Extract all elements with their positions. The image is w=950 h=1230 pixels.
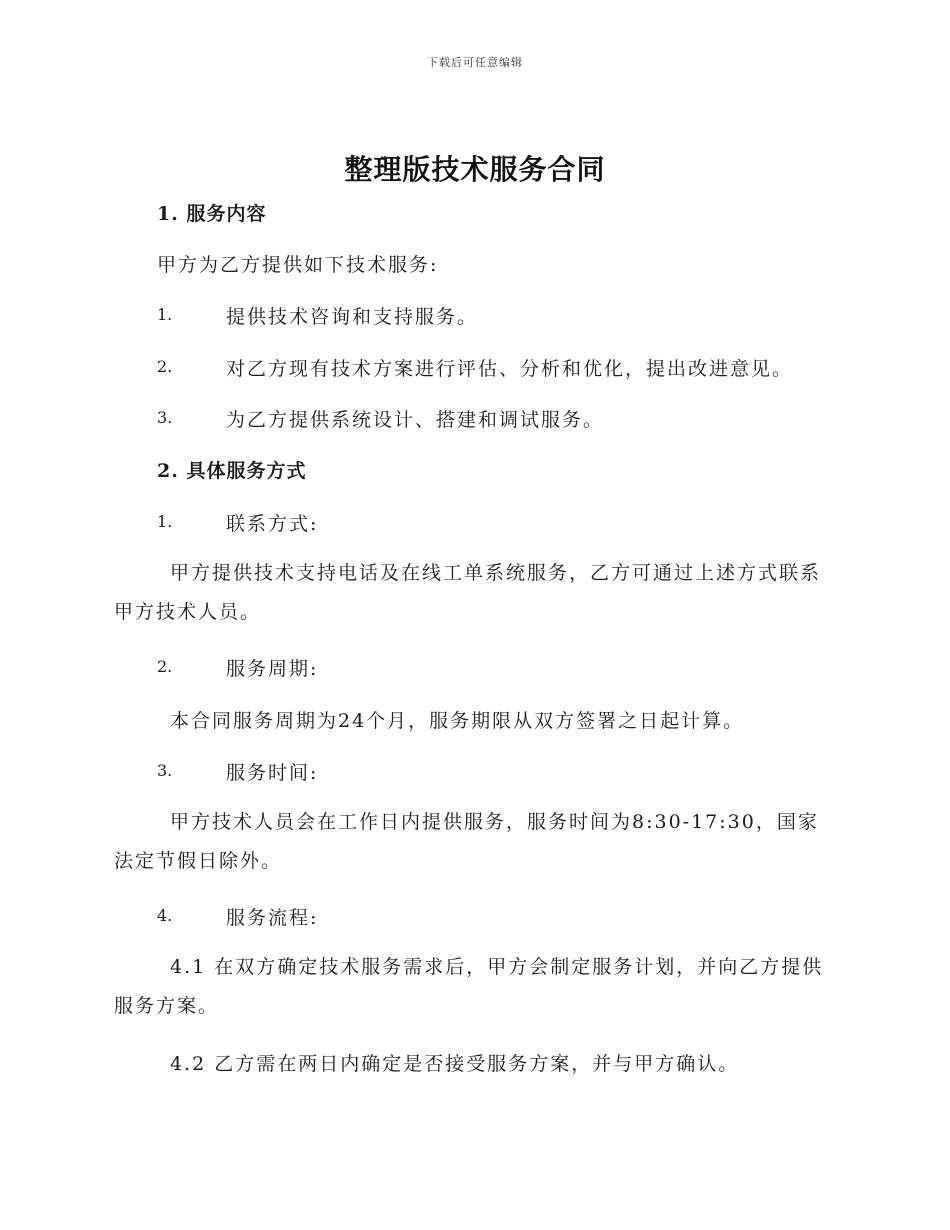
list-item-label: 服务周期: — [226, 658, 319, 680]
section-1-intro: 甲方为乙方提供如下技术服务: — [157, 254, 439, 276]
list-item-label: 服务时间: — [226, 762, 319, 784]
list-item-text: 为乙方提供系统设计、搭建和调试服务。 — [226, 409, 605, 431]
paragraph-contact: 甲方提供技术支持电话及在线工单系统服务，乙方可通过上述方式联系甲方技术人员。 — [114, 562, 822, 623]
list-item-text: 对乙方现有技术方案进行评估、分析和优化，提出改进意见。 — [226, 358, 794, 380]
header-note: 下载后可任意编辑 — [427, 56, 523, 69]
list-item-number: 1. — [157, 512, 173, 531]
section-1-heading: 1. 服务内容 — [157, 203, 267, 225]
section-2-heading: 2. 具体服务方式 — [157, 460, 307, 482]
list-item-number: 3. — [157, 408, 173, 427]
document-title: 整理版技术服务合同 — [344, 153, 606, 186]
list-item-text: 提供技术咨询和支持服务。 — [226, 306, 479, 328]
list-item-label: 服务流程: — [226, 907, 319, 929]
list-item-number: 2. — [157, 357, 173, 376]
list-item-number: 4. — [157, 906, 173, 925]
paragraph-period: 本合同服务周期为24个月，服务期限从双方签署之日起计算。 — [170, 710, 745, 732]
paragraph-process-4-2: 4.2 乙方需在两日内确定是否接受服务方案，并与甲方确认。 — [170, 1053, 740, 1075]
list-item-number: 2. — [157, 657, 173, 676]
paragraph-service-time: 甲方技术人员会在工作日内提供服务，服务时间为8:30-17:30，国家法定节假日除外。 — [114, 811, 819, 872]
paragraph-process-4-1: 4.1 在双方确定技术服务需求后，甲方会制定服务计划，并向乙方提供服务方案。 — [114, 956, 824, 1017]
list-item-label: 联系方式: — [226, 513, 319, 535]
list-item-number: 3. — [157, 761, 173, 780]
list-item-number: 1. — [157, 305, 173, 324]
